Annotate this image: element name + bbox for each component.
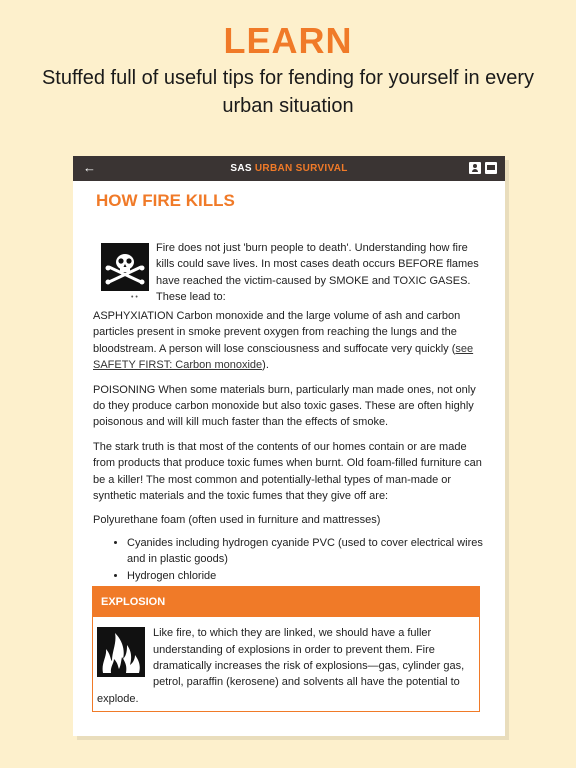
flame-icon — [97, 627, 145, 677]
article-title: HOW FIRE KILLS — [96, 191, 235, 210]
promo-subtitle: Stuffed full of useful tips for fending for yourself in every urban situation — [41, 67, 535, 117]
intro-section — [93, 240, 487, 308]
brand-name: URBAN SURVIVAL — [254, 163, 348, 174]
list-item: • Cyanides including hydrogen cyanide PVC (used to cover electrical wires and in plastic goods) — [127, 535, 487, 568]
polyurethane-paragraph: Polyurethane foam (often used in furniture and mattresses) — [93, 514, 381, 527]
asphyxiation-paragraph — [93, 308, 487, 374]
asphyxiation-text: ASPHYXIATION Carbon monoxide and the large volume of ash and carbon particles present in smoke prevent oxygen from reaching the lungs and the bloodstream. A person will lose consciousness and suffocate very quickly ( — [93, 310, 461, 355]
explosion-text: Like fire, to which they are linked, we should have a fuller understanding of explosions in order to prevent them. Fire dramatically increases the risk of explosions—gas, cylinder gas, petrol, paraffin (kerosene) and solvents all have the potential to explode. — [97, 627, 465, 705]
chat-icon[interactable] — [485, 162, 497, 174]
app-brand — [230, 163, 347, 174]
brand-prefix: SAS — [230, 163, 252, 174]
toxic-fumes-list — [127, 535, 487, 584]
explosion-box — [92, 586, 480, 712]
stark-truth-paragraph: The stark truth is that most of the contents of our homes contain or are made from products that produce toxic fumes when burnt. Old foam-filled furniture can be a killer! The most common and potentially-lethal types of man-made or synthetic materials and the toxic fumes that they give off are: — [93, 440, 482, 503]
explosion-body — [93, 617, 479, 711]
list-item: • Hydrogen chloride — [127, 568, 487, 584]
intro-paragraph: Fire does not just 'burn people to death'. Understanding how fire kills could save lives. In most cases death occurs BEFORE flames have reached the victim-caused by SMOKE and TOXIC GASES. These lead to: — [156, 242, 479, 304]
asphyxiation-end: ). — [262, 359, 269, 372]
promo-title: LEARN — [223, 20, 353, 61]
safety-first-link[interactable]: see SAFETY FIRST: Carbon monoxide — [93, 342, 474, 372]
article-content — [73, 188, 505, 712]
back-arrow-icon[interactable]: ← — [83, 160, 96, 175]
explosion-heading: EXPLOSION — [93, 587, 479, 617]
user-icon[interactable] — [469, 162, 481, 174]
app-screen — [73, 156, 505, 736]
decorative-dots-icon: • • — [131, 294, 138, 301]
topbar-actions — [469, 162, 497, 174]
skull-crossbones-icon — [101, 243, 149, 291]
top-bar — [73, 156, 505, 181]
poisoning-paragraph: POISONING When some materials burn, particularly man made ones, not only do they produce carbon monoxide but also toxic gases. These are often highly poisonous and will kill much faster than the effects of smoke. — [93, 383, 476, 429]
